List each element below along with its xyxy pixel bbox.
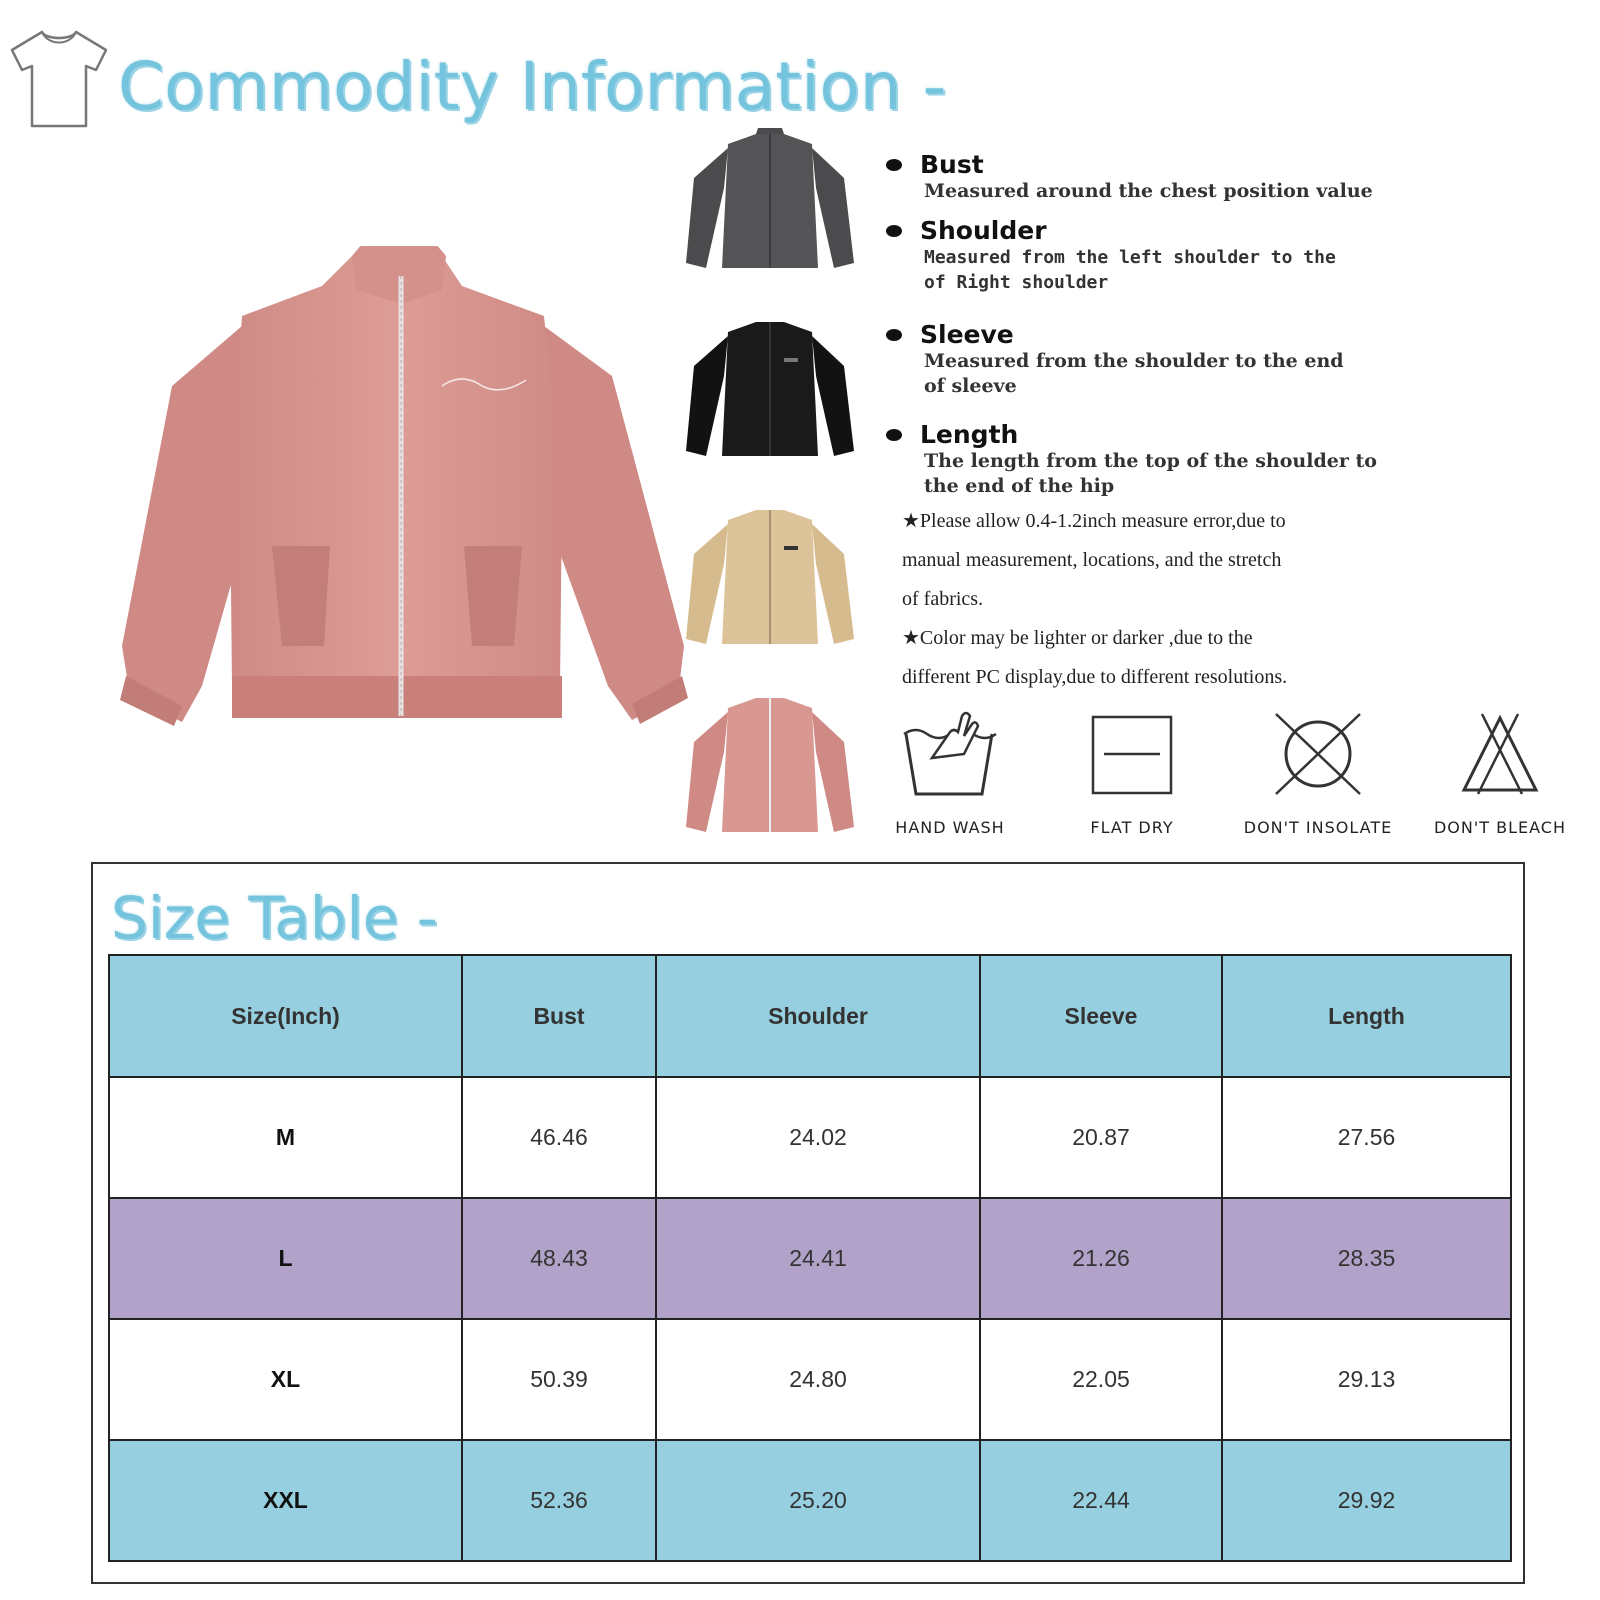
measure-shoulder <box>890 216 1450 295</box>
care-label: DON'T INSOLATE <box>1243 818 1393 837</box>
length-cell: 29.13 <box>1222 1319 1511 1440</box>
measure-label: Length <box>920 420 1019 449</box>
size-table-section <box>91 862 1525 1584</box>
table-header-row <box>109 955 1511 1077</box>
bullet-icon <box>886 225 902 237</box>
measure-label: Sleeve <box>920 320 1014 349</box>
hand-wash-icon <box>902 706 998 796</box>
length-cell: 28.35 <box>1222 1198 1511 1319</box>
bust-cell: 48.43 <box>462 1198 656 1319</box>
thumbnail-gray-jacket[interactable] <box>684 128 856 278</box>
bullet-icon <box>886 429 902 441</box>
measure-description: Measured from the left shoulder to the <box>924 247 1336 268</box>
care-flat-dry <box>1062 714 1202 837</box>
thumbnail-pink-jacket[interactable] <box>684 692 856 842</box>
care-hand-wash <box>880 706 1020 837</box>
size-table <box>108 954 1512 1562</box>
shoulder-cell: 24.80 <box>656 1319 980 1440</box>
column-header: Size(Inch) <box>109 955 462 1077</box>
size-table-title: Size Table - <box>111 884 438 952</box>
column-header: Sleeve <box>980 955 1222 1077</box>
measure-length <box>890 420 1450 499</box>
care-dont-insolate <box>1238 712 1398 837</box>
size-cell: XXL <box>109 1440 462 1561</box>
column-header: Shoulder <box>656 955 980 1077</box>
note-line: of fabrics. <box>902 588 984 610</box>
table-row <box>109 1077 1511 1198</box>
measure-bust <box>890 150 1450 204</box>
flat-dry-icon <box>1090 714 1174 796</box>
bust-cell: 50.39 <box>462 1319 656 1440</box>
table-row <box>109 1319 1511 1440</box>
sleeve-cell: 20.87 <box>980 1077 1222 1198</box>
dont-insolate-icon <box>1272 712 1364 796</box>
dont-bleach-icon <box>1460 712 1540 796</box>
care-label: DON'T BLEACH <box>1433 818 1566 837</box>
main-product-image <box>112 246 704 746</box>
thumbnail-black-jacket[interactable] <box>684 316 856 466</box>
size-cell: M <box>109 1077 462 1198</box>
thumbnail-khaki-jacket[interactable] <box>684 504 856 654</box>
care-dont-bleach <box>1420 712 1580 837</box>
care-label: FLAT DRY <box>1090 818 1174 837</box>
sleeve-cell: 22.44 <box>980 1440 1222 1561</box>
note-line: manual measurement, locations, and the stretch <box>902 549 1282 571</box>
bullet-icon <box>886 159 902 171</box>
sleeve-cell: 21.26 <box>980 1198 1222 1319</box>
length-cell: 27.56 <box>1222 1077 1511 1198</box>
measure-label: Shoulder <box>920 216 1047 245</box>
measure-description: of Right shoulder <box>924 272 1109 293</box>
shoulder-cell: 25.20 <box>656 1440 980 1561</box>
size-cell: XL <box>109 1319 462 1440</box>
note-line: ★Please allow 0.4-1.2inch measure error,due to <box>902 510 1286 532</box>
bust-cell: 46.46 <box>462 1077 656 1198</box>
measure-label: Bust <box>920 150 984 179</box>
measure-description: the end of the hip <box>924 475 1115 497</box>
length-cell: 29.92 <box>1222 1440 1511 1561</box>
size-cell: L <box>109 1198 462 1319</box>
column-header: Length <box>1222 955 1511 1077</box>
shoulder-cell: 24.41 <box>656 1198 980 1319</box>
measure-sleeve <box>890 320 1450 399</box>
measure-description: of sleeve <box>924 375 1017 397</box>
note-line: different PC display,due to different resolutions. <box>902 666 1288 688</box>
notes <box>902 502 1372 697</box>
care-label: HAND WASH <box>895 818 1005 837</box>
measure-description: The length from the top of the shoulder to <box>924 450 1377 472</box>
tshirt-icon <box>6 28 112 132</box>
bust-cell: 52.36 <box>462 1440 656 1561</box>
bullet-icon <box>886 329 902 341</box>
note-line: ★Color may be lighter or darker ,due to the <box>902 627 1253 649</box>
page-title: Commodity Information - <box>118 48 947 125</box>
shoulder-cell: 24.02 <box>656 1077 980 1198</box>
sleeve-cell: 22.05 <box>980 1319 1222 1440</box>
table-row <box>109 1440 1511 1561</box>
column-header: Bust <box>462 955 656 1077</box>
table-row <box>109 1198 1511 1319</box>
measure-description: Measured around the chest position value <box>924 180 1373 202</box>
measure-description: Measured from the shoulder to the end <box>924 350 1344 372</box>
